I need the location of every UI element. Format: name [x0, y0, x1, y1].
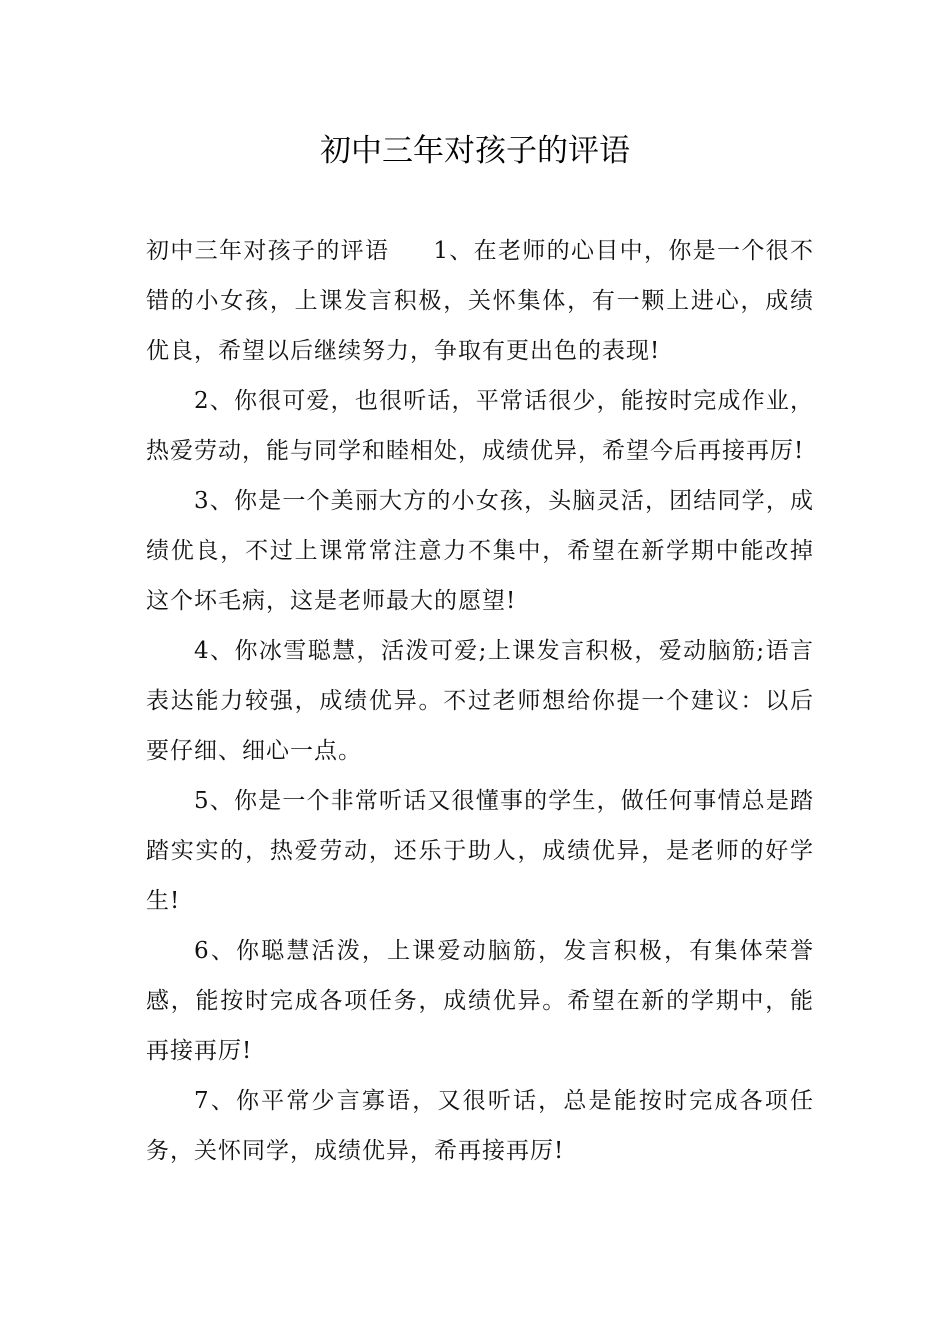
- paragraph-6: 6、你聪慧活泼，上课爱动脑筋，发言积极，有集体荣誉感，能按时完成各项任务，成绩优异。希望在新的学期中，能再接再厉!: [146, 938, 814, 1064]
- paragraph-1-text: 1、在老师的心目中，你是一个很不错的小女孩，上课发言积极，关怀集体，有一颗上进心，成绩优良，希望以后继续努力，争取有更出色的表现!: [146, 238, 814, 364]
- intro-label: 初中三年对孩子的评语: [146, 238, 390, 264]
- paragraph-1: [146, 226, 814, 376]
- document-body: [146, 226, 814, 1176]
- paragraph-2: 2、你很可爱，也很听话，平常话很少，能按时完成作业，热爱劳动，能与同学和睦相处，成绩优异，希望今后再接再厉!: [146, 388, 814, 464]
- paragraph-5: 5、你是一个非常听话又很懂事的学生，做任何事情总是踏踏实实的，热爱劳动，还乐于助人，成绩优异，是老师的好学生!: [146, 788, 814, 914]
- paragraph-3: 3、你是一个美丽大方的小女孩，头脑灵活，团结同学，成绩优良，不过上课常常注意力不集中，希望在新学期中能改掉这个坏毛病，这是老师最大的愿望!: [146, 488, 814, 614]
- document-title: 初中三年对孩子的评语: [320, 133, 630, 169]
- paragraph-4: 4、你冰雪聪慧，活泼可爱;上课发言积极，爱动脑筋;语言表达能力较强，成绩优异。不过老师想给你提一个建议：以后要仔细、细心一点。: [146, 638, 814, 764]
- paragraph-7: 7、你平常少言寡语，又很听话，总是能按时完成各项任务，关怀同学，成绩优异，希再接再厉!: [146, 1088, 814, 1164]
